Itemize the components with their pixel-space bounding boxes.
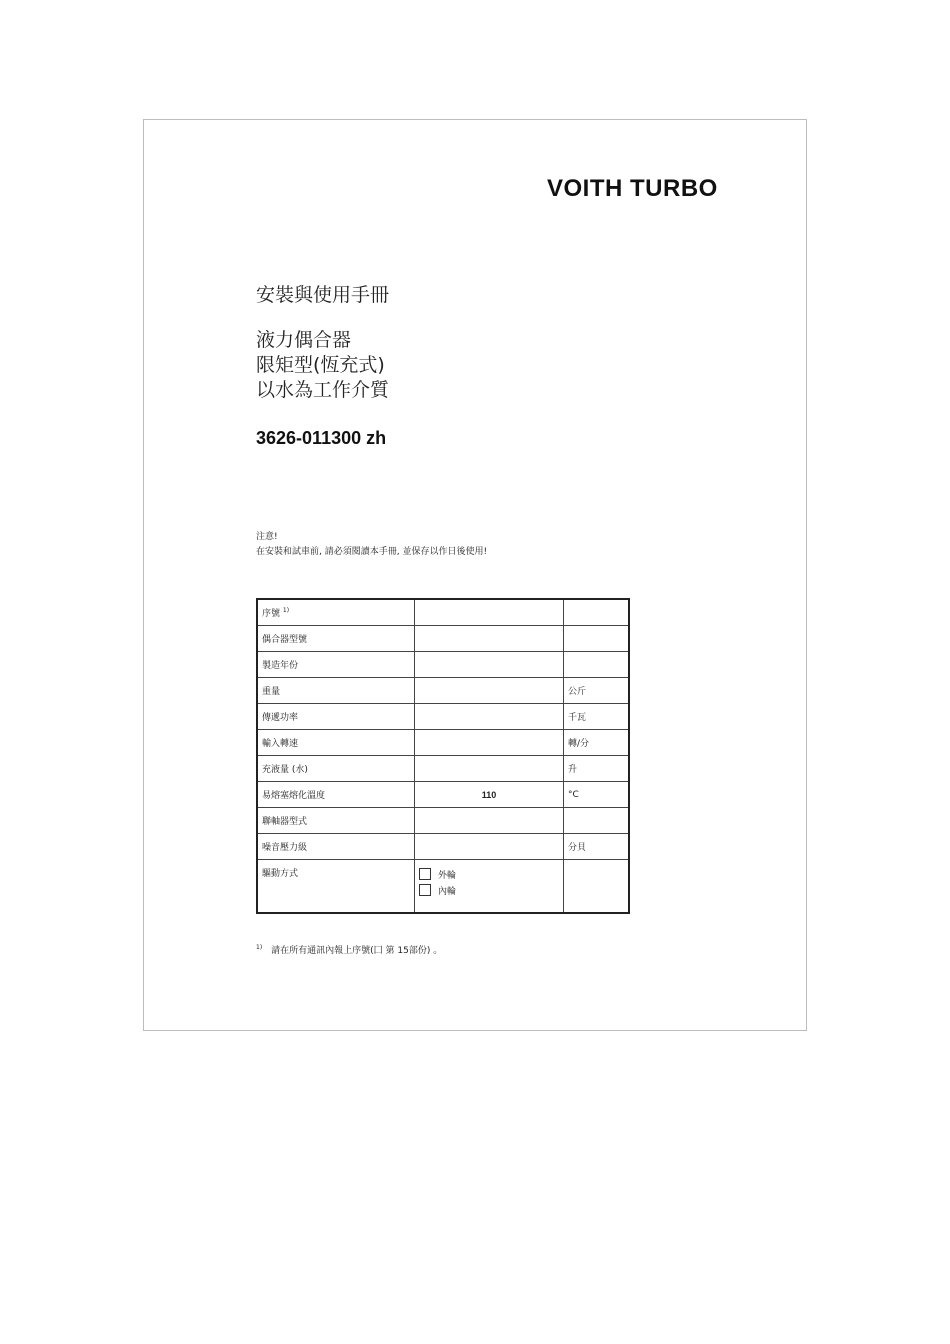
row-label: 傳遞功率 — [257, 704, 415, 730]
document-page — [143, 119, 807, 1031]
row-unit: 分貝 — [564, 834, 630, 860]
row-unit: °C — [564, 782, 630, 808]
row-value[interactable]: 110 — [415, 782, 564, 808]
row-label: 噪音壓力級 — [257, 834, 415, 860]
row-unit: 公斤 — [564, 678, 630, 704]
option-label: 內輪 — [438, 886, 457, 897]
row-label: 輸入轉速 — [257, 730, 415, 756]
table-row — [257, 834, 629, 860]
row-value[interactable] — [415, 599, 564, 626]
notice-text: 在安裝和試車前, 請必須閱讀本手冊, 並保存以作日後使用! — [256, 547, 488, 557]
row-value[interactable] — [415, 652, 564, 678]
row-label: 序號 $^{1)}$ — [257, 599, 415, 626]
row-label: 易熔塞熔化溫度 — [257, 782, 415, 808]
row-value[interactable] — [415, 756, 564, 782]
title-line: 限矩型(恆充式) — [256, 354, 385, 376]
product-title — [256, 328, 389, 403]
checkbox-icon[interactable] — [419, 868, 431, 880]
table-row — [257, 756, 629, 782]
drive-options — [415, 860, 564, 914]
table-row-drive — [257, 860, 629, 914]
row-value[interactable] — [415, 626, 564, 652]
row-value[interactable] — [415, 704, 564, 730]
row-label: 驅動方式 — [257, 860, 415, 914]
drive-option-inner[interactable] — [419, 882, 559, 898]
row-unit: 轉/分 — [564, 730, 630, 756]
row-unit — [564, 599, 630, 626]
table-row — [257, 626, 629, 652]
table-row — [257, 730, 629, 756]
brand-logo: VOITH TURBO — [547, 175, 718, 202]
footnote — [256, 943, 442, 956]
notice — [256, 530, 487, 560]
checkbox-icon[interactable] — [419, 884, 431, 896]
title-line: 以水為工作介質 — [256, 379, 390, 401]
table-row — [257, 782, 629, 808]
table-row — [257, 599, 629, 626]
manual-type: 安裝與使用手冊 — [256, 284, 390, 306]
row-unit — [564, 860, 630, 914]
drive-option-outer[interactable] — [419, 866, 559, 882]
row-unit — [564, 808, 630, 834]
footnote-marker: 1) — [256, 944, 263, 951]
notice-heading: 注意! — [256, 532, 278, 542]
row-unit — [564, 652, 630, 678]
row-label: 充液量 (水) — [257, 756, 415, 782]
row-label: 重量 — [257, 678, 415, 704]
row-value[interactable] — [415, 834, 564, 860]
row-value[interactable] — [415, 730, 564, 756]
table-row — [257, 652, 629, 678]
row-value[interactable] — [415, 678, 564, 704]
row-unit: 升 — [564, 756, 630, 782]
title-line: 液力偶合器 — [256, 329, 352, 351]
row-unit — [564, 626, 630, 652]
row-label: 偶合器型號 — [257, 626, 415, 652]
footnote-text: 請在所有通訊內報上序號(囗 第 15部份) 。 — [271, 946, 443, 956]
row-label: 聯軸器型式 — [257, 808, 415, 834]
table-row — [257, 704, 629, 730]
document-number: 3626-011300 zh — [256, 428, 387, 448]
row-unit: 千瓦 — [564, 704, 630, 730]
option-label: 外輪 — [438, 870, 457, 881]
table-row — [257, 808, 629, 834]
row-value[interactable] — [415, 808, 564, 834]
spec-table — [256, 598, 630, 914]
row-label: 製造年份 — [257, 652, 415, 678]
table-row — [257, 678, 629, 704]
